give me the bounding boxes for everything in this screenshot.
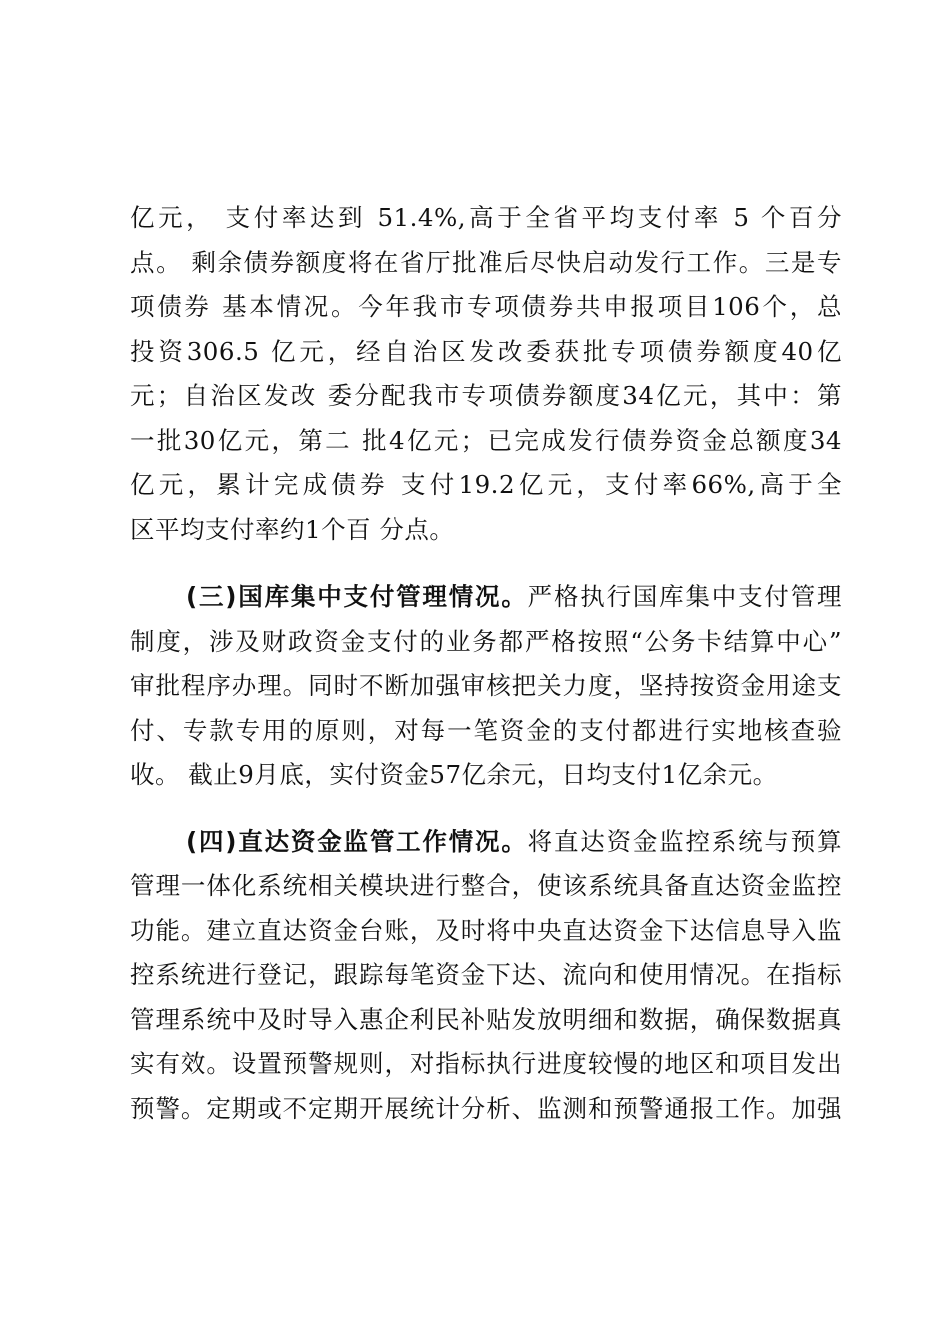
- text-line: 实有效。设置预警规则，对指标执行进度较慢的地区和项目发出: [130, 1049, 842, 1078]
- text-line: 管理一体化系统相关模块进行整合，使该系统具备直达资金监控: [130, 871, 842, 900]
- section-heading: (三)国库集中支付管理情况。: [186, 582, 528, 611]
- text-line: 投资306.5 亿元，经自治区发改委获批专项债券额度40亿: [130, 336, 842, 366]
- paragraph-treasury-payment: [130, 575, 842, 798]
- text-line: 控系统进行登记，跟踪每笔资金下达、流向和使用情况。在指标: [130, 960, 842, 989]
- text-line: [130, 575, 842, 620]
- paragraph-spacer: [130, 798, 842, 820]
- paragraph-spacer: [130, 552, 842, 575]
- text-line: 功能。建立直达资金台账，及时将中央直达资金下达信息导入监: [130, 915, 842, 945]
- text-line: 制度，涉及财政资金支付的业务都严格按照“公务卡结算中心”: [130, 626, 842, 656]
- text-line: 项债券 基本情况。今年我市专项债券共申报项目106个，总: [130, 292, 842, 321]
- text-line: 审批程序办理。同时不断加强审核把关力度，坚持按资金用途支: [130, 671, 842, 700]
- text-line: 付、专款专用的原则，对每一笔资金的支付都进行实地核查验: [130, 715, 842, 745]
- paragraph-direct-funds: [130, 820, 842, 1132]
- text-line: [130, 820, 842, 865]
- text-line: 一批30亿元，第二 批4亿元；已完成发行债券资金总额度34: [130, 425, 842, 455]
- text-line: 元；自治区发改 委分配我市专项债券额度34亿元，其中：第: [130, 381, 842, 410]
- text-run: 将直达资金监控系统与预算: [527, 826, 842, 856]
- text-line: 区平均支付率约1个百 分点。: [130, 514, 455, 544]
- text-line: 亿元， 支付率达到 51.4%,高于全省平均支付率 5 个百分: [130, 203, 842, 232]
- text-line: 预警。定期或不定期开展统计分析、监测和预警通报工作。加强: [130, 1093, 842, 1123]
- text-line: 收。 截止9月底，实付资金57亿余元，日均支付1亿余元。: [130, 760, 778, 789]
- text-line: 点。 剩余债券额度将在省厅批准后尽快启动发行工作。三是专: [130, 247, 842, 277]
- text-line: 管理系统中及时导入惠企利民补贴发放明细和数据，确保数据真: [130, 1004, 842, 1034]
- text-run: 严格执行国库集中支付管理: [527, 582, 842, 611]
- section-heading: (四)直达资金监管工作情况。: [186, 826, 528, 856]
- document-body: [130, 196, 842, 1131]
- text-line: 亿元，累计完成债券 支付19.2亿元，支付率66%,高于全: [130, 470, 842, 499]
- paragraph-special-bonds: [130, 196, 842, 552]
